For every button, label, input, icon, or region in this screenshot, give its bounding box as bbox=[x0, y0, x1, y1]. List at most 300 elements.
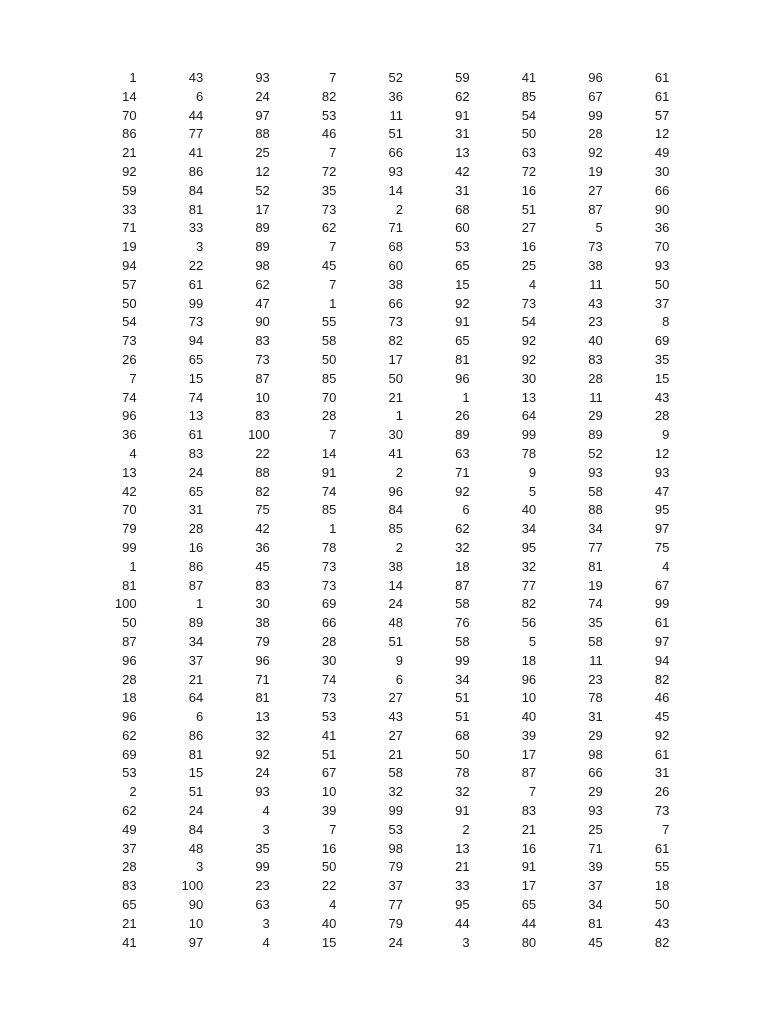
table-cell: 90 bbox=[654, 201, 670, 217]
table-cell: 55 bbox=[654, 859, 670, 875]
table-row bbox=[72, 934, 671, 953]
table-cell: 87 bbox=[588, 201, 603, 217]
table-cell: 58 bbox=[588, 633, 603, 649]
table-cell: 16 bbox=[521, 840, 537, 856]
table-cell: 37 bbox=[654, 295, 670, 311]
table-cell: 88 bbox=[588, 502, 603, 518]
table-cell: 43 bbox=[388, 709, 403, 725]
table-row bbox=[72, 201, 671, 220]
table-cell: 99 bbox=[455, 652, 470, 668]
table-cell: 2 bbox=[395, 201, 403, 217]
table-cell: 39 bbox=[321, 803, 337, 819]
table-cell: 5 bbox=[528, 633, 537, 649]
table-cell: 55 bbox=[321, 314, 337, 330]
table-cell: 41 bbox=[122, 934, 137, 950]
table-cell: 73 bbox=[388, 314, 403, 330]
table-cell: 100 bbox=[114, 596, 137, 612]
table-cell: 65 bbox=[188, 483, 204, 499]
table-cell: 51 bbox=[388, 126, 403, 142]
table-cell: 95 bbox=[455, 897, 470, 913]
table-cell: 97 bbox=[654, 633, 670, 649]
table-cell: 4 bbox=[262, 934, 270, 950]
table-cell: 66 bbox=[588, 765, 603, 781]
table-cell: 85 bbox=[521, 88, 537, 104]
table-cell: 44 bbox=[521, 915, 537, 931]
table-cell: 15 bbox=[455, 276, 470, 292]
table-cell: 50 bbox=[654, 276, 670, 292]
table-cell: 92 bbox=[588, 145, 603, 161]
table-cell: 32 bbox=[455, 539, 470, 555]
table-cell: 27 bbox=[521, 220, 537, 236]
table-cell: 96 bbox=[588, 70, 603, 85]
table-cell: 73 bbox=[122, 333, 137, 349]
table-cell: 12 bbox=[654, 445, 670, 461]
table-cell: 58 bbox=[588, 483, 603, 499]
table-cell: 36 bbox=[654, 220, 670, 236]
table-cell: 13 bbox=[455, 145, 470, 161]
table-cell: 61 bbox=[188, 276, 204, 292]
table-cell: 83 bbox=[255, 333, 270, 349]
table-cell: 94 bbox=[188, 333, 204, 349]
table-cell: 29 bbox=[588, 408, 603, 424]
table-cell: 10 bbox=[188, 915, 204, 931]
table-cell: 34 bbox=[588, 897, 603, 913]
table-cell: 11 bbox=[589, 389, 603, 405]
table-cell: 58 bbox=[388, 765, 403, 781]
table-cell: 78 bbox=[521, 445, 537, 461]
number-grid-body bbox=[72, 69, 671, 952]
table-cell: 82 bbox=[654, 934, 670, 950]
table-cell: 12 bbox=[255, 163, 270, 179]
table-cell: 15 bbox=[188, 765, 204, 781]
table-cell: 61 bbox=[654, 746, 670, 762]
table-cell: 35 bbox=[654, 351, 670, 367]
table-cell: 50 bbox=[321, 859, 337, 875]
table-cell: 13 bbox=[122, 464, 137, 480]
table-cell: 5 bbox=[528, 483, 537, 499]
table-cell: 53 bbox=[122, 765, 137, 781]
table-row bbox=[72, 614, 671, 633]
table-cell: 46 bbox=[654, 690, 670, 706]
table-cell: 21 bbox=[388, 389, 403, 405]
table-cell: 75 bbox=[654, 539, 670, 555]
table-cell: 28 bbox=[588, 126, 603, 142]
table-cell: 73 bbox=[255, 351, 270, 367]
table-row bbox=[72, 163, 671, 182]
table-cell: 49 bbox=[654, 145, 670, 161]
table-cell: 16 bbox=[188, 539, 204, 555]
table-cell: 94 bbox=[122, 257, 137, 273]
table-cell: 28 bbox=[321, 408, 337, 424]
table-row bbox=[72, 445, 671, 464]
table-cell: 47 bbox=[255, 295, 270, 311]
table-cell: 83 bbox=[122, 878, 137, 894]
table-cell: 21 bbox=[188, 671, 204, 687]
table-cell: 1 bbox=[129, 70, 137, 85]
table-cell: 96 bbox=[122, 709, 137, 725]
table-cell: 83 bbox=[255, 408, 270, 424]
table-cell: 3 bbox=[462, 934, 470, 950]
table-cell: 91 bbox=[455, 803, 470, 819]
table-cell: 24 bbox=[188, 464, 204, 480]
table-cell: 1 bbox=[395, 408, 403, 424]
table-cell: 3 bbox=[262, 821, 270, 837]
table-cell: 33 bbox=[455, 878, 470, 894]
table-cell: 4 bbox=[528, 276, 537, 292]
table-cell: 7 bbox=[528, 784, 537, 800]
table-cell: 90 bbox=[188, 897, 204, 913]
table-row bbox=[72, 558, 671, 577]
table-row bbox=[72, 295, 671, 314]
table-row bbox=[72, 539, 671, 558]
table-cell: 86 bbox=[188, 558, 204, 574]
table-row bbox=[72, 802, 671, 821]
table-cell: 78 bbox=[455, 765, 470, 781]
table-cell: 14 bbox=[388, 577, 403, 593]
table-cell: 99 bbox=[588, 107, 603, 123]
table-cell: 1 bbox=[329, 295, 337, 311]
table-cell: 7 bbox=[329, 70, 337, 85]
table-cell: 73 bbox=[321, 690, 337, 706]
table-cell: 59 bbox=[455, 70, 470, 85]
table-cell: 34 bbox=[588, 521, 603, 537]
table-cell: 32 bbox=[521, 558, 537, 574]
table-cell: 74 bbox=[122, 389, 137, 405]
table-cell: 10 bbox=[521, 690, 537, 706]
table-cell: 18 bbox=[455, 558, 470, 574]
table-cell: 85 bbox=[388, 521, 403, 537]
table-cell: 15 bbox=[188, 370, 204, 386]
table-cell: 29 bbox=[588, 727, 603, 743]
table-row bbox=[72, 483, 671, 502]
table-cell: 92 bbox=[521, 333, 537, 349]
table-cell: 26 bbox=[455, 408, 470, 424]
table-row bbox=[72, 671, 671, 690]
table-cell: 50 bbox=[521, 126, 537, 142]
table-cell: 73 bbox=[654, 803, 670, 819]
table-row bbox=[72, 877, 671, 896]
table-cell: 92 bbox=[455, 483, 470, 499]
table-cell: 89 bbox=[188, 615, 204, 631]
table-cell: 36 bbox=[122, 427, 137, 443]
table-cell: 92 bbox=[122, 163, 137, 179]
table-cell: 8 bbox=[662, 314, 670, 330]
number-grid bbox=[72, 69, 671, 952]
table-row bbox=[72, 501, 671, 520]
table-cell: 9 bbox=[662, 427, 670, 443]
table-cell: 66 bbox=[388, 295, 403, 311]
table-row bbox=[72, 351, 671, 370]
table-cell: 78 bbox=[588, 690, 603, 706]
table-row bbox=[72, 125, 671, 144]
table-cell: 16 bbox=[521, 182, 537, 198]
table-cell: 93 bbox=[654, 464, 670, 480]
table-cell: 45 bbox=[321, 257, 337, 273]
table-cell: 61 bbox=[188, 427, 204, 443]
table-cell: 62 bbox=[122, 727, 137, 743]
table-cell: 7 bbox=[329, 821, 337, 837]
table-cell: 53 bbox=[321, 107, 337, 123]
table-cell: 99 bbox=[521, 427, 537, 443]
table-cell: 58 bbox=[455, 596, 470, 612]
table-cell: 23 bbox=[588, 314, 603, 330]
table-cell: 4 bbox=[662, 558, 670, 574]
table-cell: 66 bbox=[654, 182, 670, 198]
table-cell: 28 bbox=[321, 633, 337, 649]
table-cell: 11 bbox=[389, 107, 403, 123]
table-cell: 71 bbox=[255, 671, 270, 687]
table-cell: 18 bbox=[521, 652, 537, 668]
table-cell: 76 bbox=[455, 615, 470, 631]
table-cell: 93 bbox=[255, 784, 270, 800]
table-cell: 95 bbox=[654, 502, 670, 518]
table-cell: 51 bbox=[388, 633, 403, 649]
table-cell: 73 bbox=[321, 558, 337, 574]
table-cell: 12 bbox=[654, 126, 670, 142]
table-row bbox=[72, 426, 671, 445]
table-cell: 68 bbox=[455, 727, 470, 743]
table-cell: 21 bbox=[122, 915, 137, 931]
table-cell: 92 bbox=[455, 295, 470, 311]
table-cell: 91 bbox=[455, 107, 470, 123]
table-cell: 1 bbox=[195, 596, 204, 612]
table-cell: 43 bbox=[188, 70, 204, 85]
table-cell: 68 bbox=[388, 239, 403, 255]
table-cell: 27 bbox=[588, 182, 603, 198]
table-row bbox=[72, 821, 671, 840]
table-cell: 88 bbox=[255, 126, 270, 142]
table-cell: 96 bbox=[521, 671, 537, 687]
table-cell: 28 bbox=[588, 370, 603, 386]
table-cell: 31 bbox=[455, 182, 470, 198]
table-cell: 21 bbox=[388, 746, 403, 762]
table-cell: 52 bbox=[255, 182, 270, 198]
table-cell: 30 bbox=[255, 596, 270, 612]
table-cell: 81 bbox=[188, 201, 204, 217]
table-cell: 62 bbox=[455, 521, 470, 537]
table-cell: 34 bbox=[188, 633, 204, 649]
table-cell: 96 bbox=[388, 483, 403, 499]
table-row bbox=[72, 69, 671, 88]
table-cell: 62 bbox=[321, 220, 337, 236]
table-cell: 42 bbox=[255, 521, 270, 537]
table-cell: 84 bbox=[188, 182, 204, 198]
table-cell: 65 bbox=[455, 257, 470, 273]
table-cell: 11 bbox=[589, 276, 603, 292]
table-cell: 35 bbox=[321, 182, 337, 198]
table-cell: 62 bbox=[255, 276, 270, 292]
table-cell: 93 bbox=[588, 464, 603, 480]
table-cell: 3 bbox=[262, 915, 270, 931]
table-cell: 2 bbox=[462, 821, 470, 837]
table-cell: 18 bbox=[122, 690, 137, 706]
table-row bbox=[72, 633, 671, 652]
table-row bbox=[72, 313, 671, 332]
table-cell: 63 bbox=[255, 897, 270, 913]
table-cell: 45 bbox=[255, 558, 270, 574]
table-cell: 13 bbox=[521, 389, 537, 405]
table-cell: 69 bbox=[654, 333, 670, 349]
table-cell: 1 bbox=[329, 521, 337, 537]
table-cell: 53 bbox=[388, 821, 403, 837]
table-cell: 34 bbox=[521, 521, 537, 537]
table-cell: 6 bbox=[395, 671, 403, 687]
table-cell: 25 bbox=[255, 145, 270, 161]
table-cell: 89 bbox=[255, 239, 270, 255]
table-cell: 28 bbox=[122, 859, 137, 875]
table-cell: 22 bbox=[188, 257, 204, 273]
table-row bbox=[72, 144, 671, 163]
table-cell: 13 bbox=[188, 408, 204, 424]
table-cell: 40 bbox=[588, 333, 603, 349]
table-cell: 85 bbox=[321, 502, 337, 518]
table-cell: 79 bbox=[122, 521, 137, 537]
table-cell: 24 bbox=[255, 88, 270, 104]
table-cell: 97 bbox=[255, 107, 270, 123]
table-row bbox=[72, 182, 671, 201]
table-cell: 23 bbox=[255, 878, 270, 894]
table-row bbox=[72, 727, 671, 746]
table-cell: 78 bbox=[321, 539, 337, 555]
table-row bbox=[72, 257, 671, 276]
table-cell: 42 bbox=[122, 483, 137, 499]
table-cell: 89 bbox=[588, 427, 603, 443]
table-cell: 10 bbox=[321, 784, 337, 800]
table-cell: 28 bbox=[654, 408, 670, 424]
table-cell: 54 bbox=[521, 314, 537, 330]
table-cell: 58 bbox=[321, 333, 337, 349]
table-cell: 30 bbox=[321, 652, 337, 668]
table-cell: 48 bbox=[188, 840, 204, 856]
table-cell: 24 bbox=[188, 803, 204, 819]
table-cell: 15 bbox=[654, 370, 670, 386]
table-cell: 82 bbox=[388, 333, 403, 349]
table-cell: 13 bbox=[255, 709, 270, 725]
table-cell: 31 bbox=[188, 502, 204, 518]
table-cell: 23 bbox=[588, 671, 603, 687]
table-row bbox=[72, 464, 671, 483]
table-row bbox=[72, 652, 671, 671]
table-cell: 87 bbox=[455, 577, 470, 593]
table-cell: 3 bbox=[195, 859, 204, 875]
table-cell: 30 bbox=[388, 427, 403, 443]
table-row bbox=[72, 107, 671, 126]
table-cell: 11 bbox=[589, 652, 603, 668]
table-cell: 26 bbox=[654, 784, 670, 800]
table-cell: 38 bbox=[388, 558, 403, 574]
table-cell: 46 bbox=[321, 126, 337, 142]
table-cell: 56 bbox=[521, 615, 537, 631]
table-cell: 49 bbox=[122, 821, 137, 837]
table-cell: 83 bbox=[588, 351, 603, 367]
table-cell: 2 bbox=[395, 539, 403, 555]
table-row bbox=[72, 915, 671, 934]
table-row bbox=[72, 595, 671, 614]
table-cell: 61 bbox=[654, 615, 670, 631]
table-cell: 79 bbox=[388, 915, 403, 931]
table-cell: 47 bbox=[654, 483, 670, 499]
table-cell: 17 bbox=[388, 351, 403, 367]
table-cell: 41 bbox=[188, 145, 204, 161]
table-cell: 97 bbox=[654, 521, 670, 537]
table-cell: 50 bbox=[455, 746, 470, 762]
table-cell: 77 bbox=[521, 577, 537, 593]
table-cell: 60 bbox=[388, 257, 403, 273]
table-cell: 51 bbox=[455, 709, 470, 725]
table-cell: 99 bbox=[255, 859, 270, 875]
table-cell: 38 bbox=[255, 615, 270, 631]
table-cell: 57 bbox=[122, 276, 137, 292]
table-cell: 98 bbox=[388, 840, 403, 856]
table-cell: 40 bbox=[321, 915, 337, 931]
table-row bbox=[72, 238, 671, 257]
table-cell: 2 bbox=[395, 464, 403, 480]
table-cell: 41 bbox=[521, 70, 537, 85]
table-cell: 63 bbox=[521, 145, 537, 161]
table-cell: 89 bbox=[255, 220, 270, 236]
table-cell: 67 bbox=[588, 88, 603, 104]
table-cell: 73 bbox=[188, 314, 204, 330]
table-cell: 50 bbox=[388, 370, 403, 386]
table-cell: 35 bbox=[588, 615, 603, 631]
table-cell: 6 bbox=[195, 88, 204, 104]
table-cell: 7 bbox=[329, 145, 337, 161]
table-cell: 34 bbox=[455, 671, 470, 687]
table-row bbox=[72, 840, 671, 859]
table-cell: 81 bbox=[122, 577, 137, 593]
table-cell: 41 bbox=[321, 727, 337, 743]
table-cell: 29 bbox=[588, 784, 603, 800]
table-cell: 37 bbox=[122, 840, 137, 856]
table-cell: 74 bbox=[321, 671, 337, 687]
table-cell: 48 bbox=[388, 615, 403, 631]
table-cell: 87 bbox=[122, 633, 137, 649]
table-cell: 62 bbox=[455, 88, 470, 104]
table-cell: 82 bbox=[654, 671, 670, 687]
table-row bbox=[72, 407, 671, 426]
table-cell: 18 bbox=[654, 878, 670, 894]
table-cell: 14 bbox=[122, 88, 137, 104]
table-cell: 67 bbox=[321, 765, 337, 781]
table-cell: 30 bbox=[654, 163, 670, 179]
table-cell: 26 bbox=[122, 351, 137, 367]
table-cell: 17 bbox=[255, 201, 270, 217]
table-cell: 21 bbox=[521, 821, 537, 837]
table-cell: 16 bbox=[521, 239, 537, 255]
table-cell: 57 bbox=[654, 107, 670, 123]
table-cell: 100 bbox=[248, 427, 270, 443]
table-cell: 6 bbox=[195, 709, 204, 725]
table-cell: 99 bbox=[388, 803, 403, 819]
table-cell: 28 bbox=[188, 521, 204, 537]
table-cell: 77 bbox=[388, 897, 403, 913]
table-cell: 91 bbox=[521, 859, 537, 875]
table-cell: 92 bbox=[255, 746, 270, 762]
table-cell: 52 bbox=[588, 445, 603, 461]
table-cell: 79 bbox=[388, 859, 403, 875]
table-cell: 4 bbox=[129, 445, 137, 461]
table-row bbox=[72, 389, 671, 408]
table-row bbox=[72, 276, 671, 295]
table-cell: 66 bbox=[388, 145, 403, 161]
table-cell: 3 bbox=[195, 239, 204, 255]
table-cell: 36 bbox=[388, 88, 403, 104]
table-cell: 74 bbox=[321, 483, 337, 499]
table-cell: 43 bbox=[654, 389, 670, 405]
table-cell: 71 bbox=[455, 464, 470, 480]
table-cell: 60 bbox=[455, 220, 470, 236]
table-cell: 91 bbox=[455, 314, 470, 330]
